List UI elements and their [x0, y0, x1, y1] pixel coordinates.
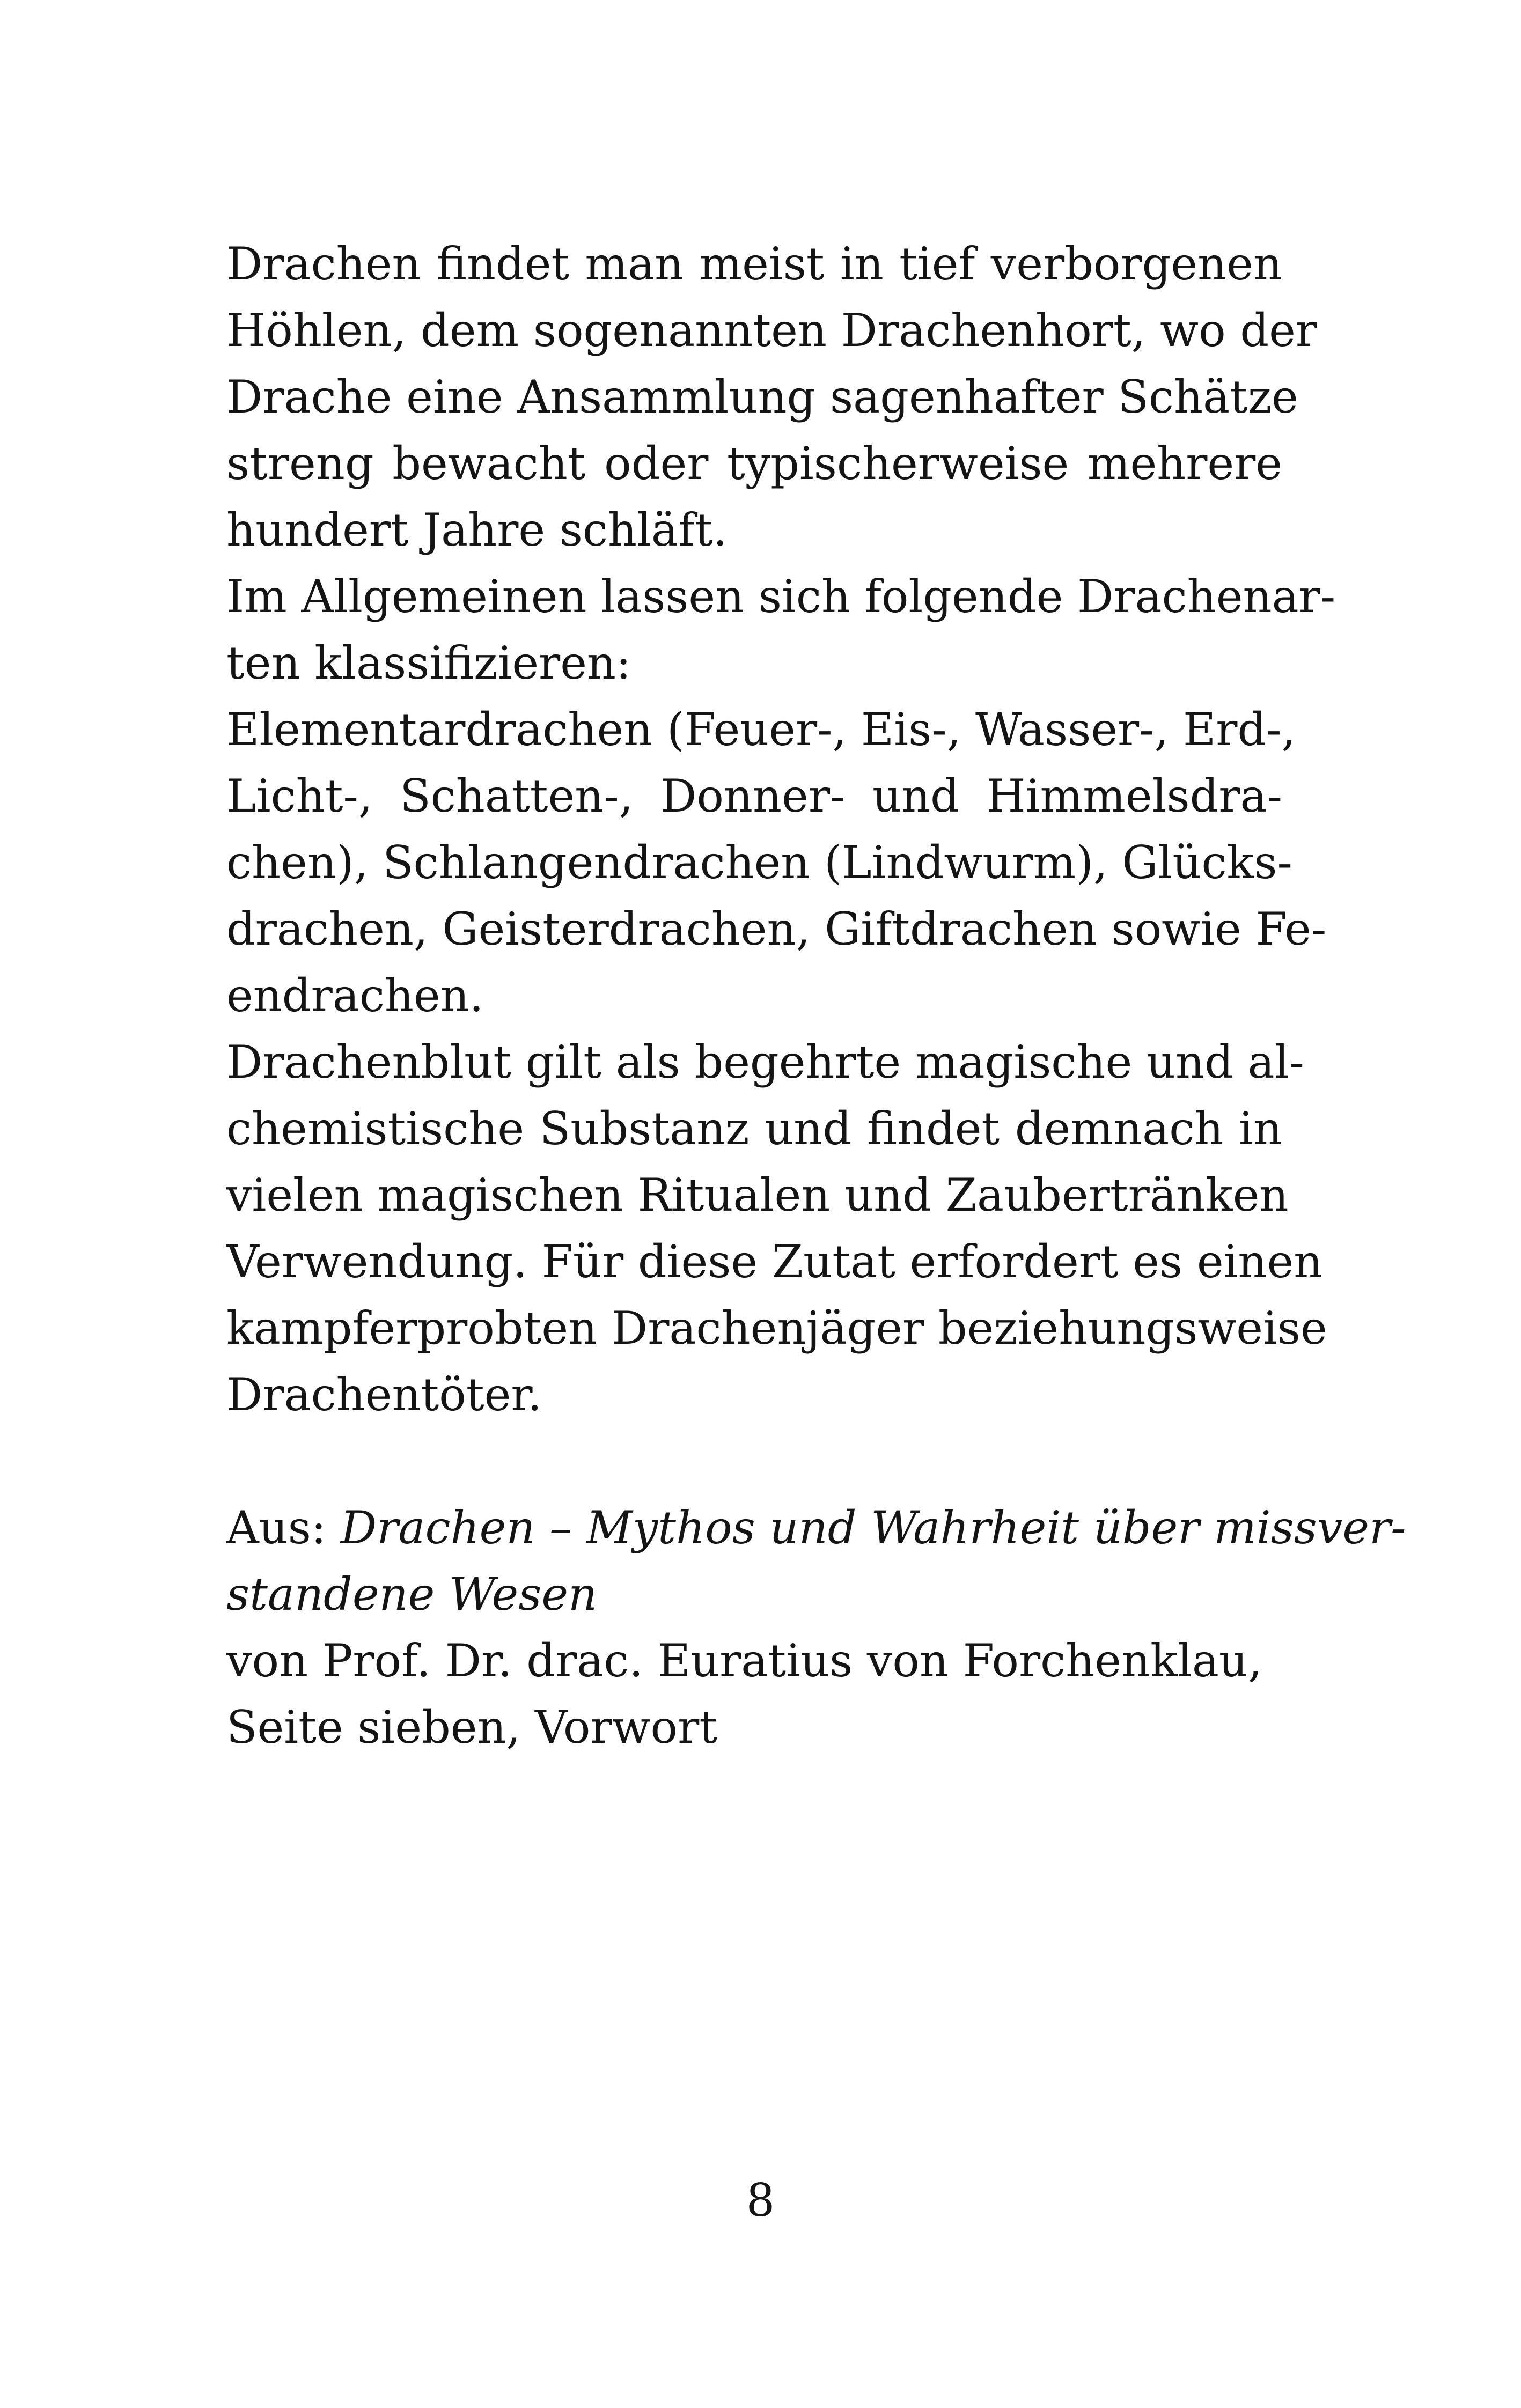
citation-author: von Prof. Dr. drac. Euratius von Forchenklau,	[226, 1634, 1262, 1687]
text-line: endrachen.	[226, 969, 484, 1022]
text-line: Drachen findet man meist in tief verborgenen	[226, 238, 1282, 290]
text-line: Drache eine Ansammlung sagenhafter Schätze	[226, 371, 1298, 423]
text-line: drachen, Geisterdrachen, Giftdrachen sowie Fe-	[226, 903, 1327, 955]
citation	[226, 1494, 1406, 1761]
paragraph-classification-intro	[226, 563, 1336, 696]
text-line: vielen magischen Ritualen und Zaubertränken	[226, 1169, 1289, 1221]
text-line: ten klassifizieren:	[226, 637, 631, 689]
text-line: chemistische Substanz und findet demnach in	[226, 1102, 1282, 1155]
text-line: Im Allgemeinen lassen sich folgende Drachenar-	[226, 570, 1336, 623]
citation-prefix: Aus:	[226, 1501, 341, 1554]
text-line: Elementardrachen (Feuer-, Eis-, Wasser-, Erd-,	[226, 703, 1296, 756]
text-line: Höhlen, dem sogenannten Drachenhort, wo der	[226, 304, 1317, 357]
text-line: kampferprobten Drachenjäger beziehungsweise	[226, 1302, 1327, 1354]
page-number: 8	[746, 2174, 775, 2227]
paragraph-dragon-lairs	[226, 231, 1317, 563]
text-line: Verwendung. Für diese Zutat erfordert es einen	[226, 1235, 1323, 1288]
body-text	[226, 231, 1406, 1761]
text-line: Licht-, Schatten-, Donner- und Himmelsdra-	[226, 770, 1282, 822]
citation-title-line	[226, 1494, 1406, 1561]
citation-location: Seite sieben, Vorwort	[226, 1701, 718, 1754]
citation-book-title-cont: standene Wesen	[226, 1568, 598, 1621]
text-line: chen), Schlangendrachen (Lindwurm), Glücks-	[226, 836, 1292, 889]
text-line: Drachentöter.	[226, 1368, 542, 1421]
text-line: hundert Jahre schläft.	[226, 504, 728, 556]
text-line: streng bewacht oder typischerweise mehrere	[226, 437, 1282, 490]
paragraph-gap	[226, 1428, 1282, 1494]
citation-book-title: Drachen – Mythos und Wahrheit über missver-	[340, 1501, 1406, 1554]
paragraph-dragon-blood	[226, 1029, 1327, 1428]
paragraph-dragon-types	[226, 696, 1327, 1029]
text-line: Drachenblut gilt als begehrte magische und al-	[226, 1036, 1304, 1088]
